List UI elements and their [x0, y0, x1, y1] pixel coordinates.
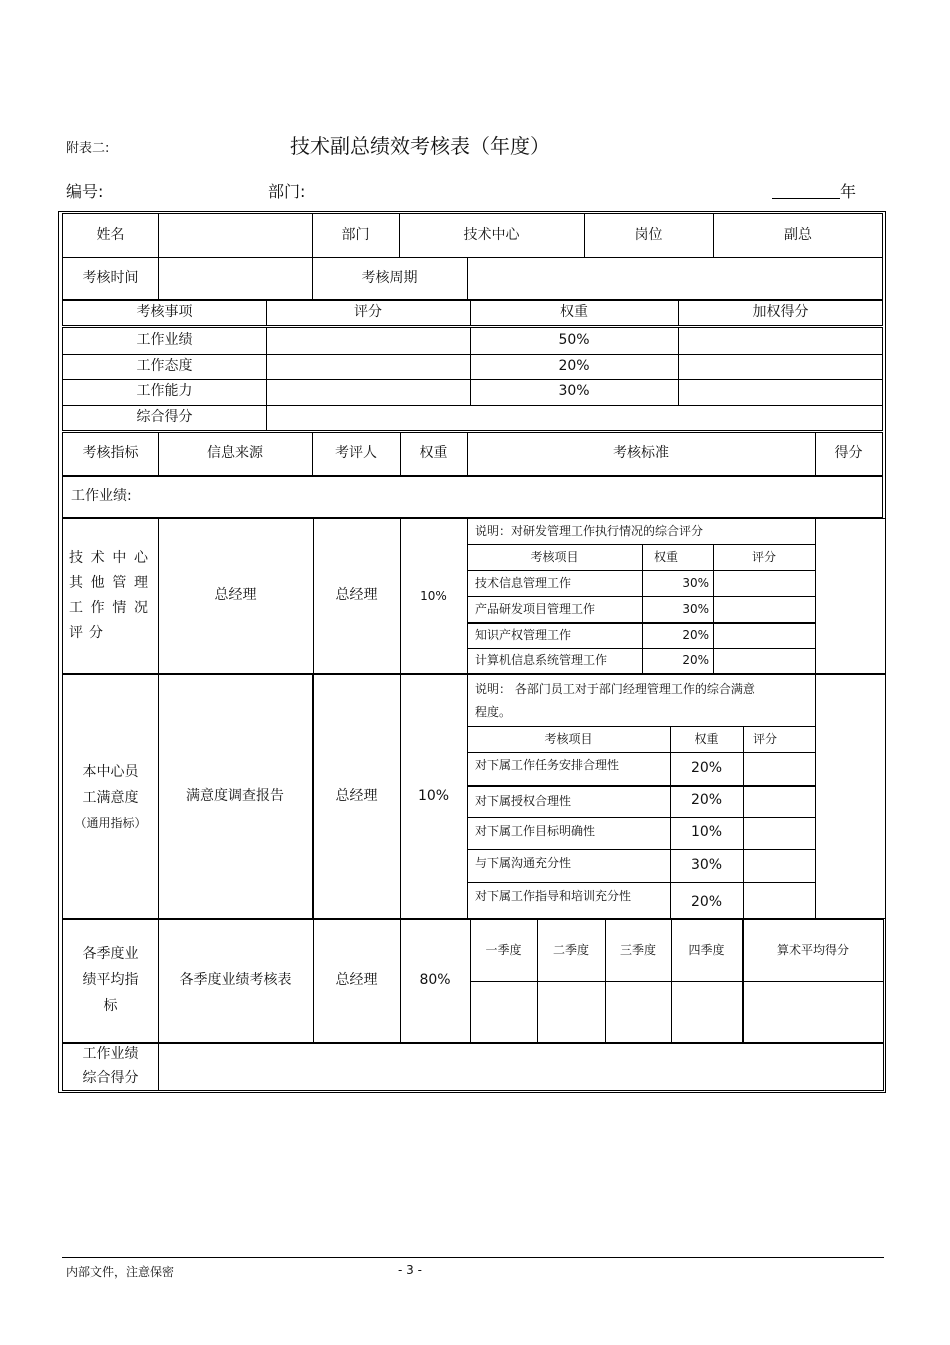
summary-header-item: 考核事项 [136, 304, 193, 321]
final-label-line: 工作业绩 [82, 1046, 139, 1063]
tech-item-score[interactable] [713, 596, 815, 622]
satisfaction-item-name: 与下属沟通充分性 [475, 856, 572, 870]
satisfaction-item-weight: 10% [690, 824, 723, 841]
quarter-score-q1[interactable] [470, 981, 537, 1042]
satisfaction-item-score[interactable] [743, 849, 815, 882]
satisfaction-note-line: 程度。 [475, 704, 512, 719]
summary-row-weight: 50% [558, 332, 590, 349]
tech-item-weight: 20% [682, 627, 709, 642]
satisfaction-item-name: 对下属工作任务安排合理性 [475, 758, 620, 772]
tech-final-score[interactable] [815, 519, 885, 673]
quarterly-source: 各季度业绩考核表 [179, 972, 292, 989]
quarterly-evaluator: 总经理 [335, 972, 378, 989]
footer-confidential: 内部文件，注意保密 [66, 1265, 175, 1279]
tech-sub-header-weight: 权重 [654, 549, 679, 564]
summary-row-weighted[interactable] [678, 354, 883, 379]
satisfaction-item-score[interactable] [743, 752, 815, 785]
satisfaction-item-name: 对下属授权合理性 [475, 793, 572, 808]
summary-rows [62, 327, 883, 431]
quarterly-indicator-line: 标 [103, 997, 118, 1014]
year-blank-line [772, 198, 840, 199]
page-title: 技术副总绩效考核表（年度） [290, 134, 550, 158]
period-field[interactable] [467, 257, 883, 300]
summary-row-score[interactable] [266, 354, 470, 379]
satisfaction-item-weight: 20% [690, 759, 723, 776]
satisfaction-item-score[interactable] [743, 785, 815, 817]
tech-item-weight: 30% [682, 601, 709, 616]
quarter-label-q4: 四季度 [688, 943, 725, 958]
satisfaction-item-weight: 20% [690, 894, 723, 911]
year-label: 年 [840, 182, 857, 201]
footer-divider [62, 1257, 884, 1258]
summary-row-weight: 30% [558, 383, 590, 400]
summary-row-score[interactable] [266, 328, 470, 354]
satisfaction-note [467, 675, 815, 726]
satisfaction-sub-header-item: 考核项目 [544, 731, 593, 746]
detail-header-source: 信息来源 [207, 445, 263, 462]
satisfaction-note-line: 说明： 各部门员工对于部门经理管理工作的综合满意 [475, 681, 755, 696]
annex-label: 附表二: [66, 141, 110, 156]
final-label [63, 1044, 158, 1090]
summary-row-score[interactable] [266, 379, 470, 405]
detail-header-indicator: 考核指标 [82, 445, 139, 462]
dept-value: 技术中心 [463, 226, 520, 243]
tech-evaluator: 总经理 [335, 587, 378, 604]
quarter-label-q3: 三季度 [619, 943, 656, 958]
name-label: 姓名 [96, 226, 125, 243]
satisfaction-indicator-line: 工满意度 [82, 790, 139, 807]
tech-item-score[interactable] [713, 570, 815, 596]
period-label: 考核周期 [361, 269, 418, 286]
satisfaction-indicator-line: 本中心员 [82, 763, 139, 780]
summary-total-label: 综合得分 [136, 408, 193, 425]
tech-item-name: 计算机信息系统管理工作 [475, 653, 608, 668]
satisfaction-item-name: 对下属工作目标明确性 [475, 824, 596, 838]
position-value: 副总 [784, 226, 812, 243]
quarter-average-label: 算术平均得分 [776, 943, 849, 958]
detail-header-evaluator: 考评人 [335, 445, 377, 462]
summary-header-score: 评分 [354, 304, 382, 321]
position-label: 岗位 [634, 226, 663, 243]
tech-weight: 10% [420, 588, 447, 603]
summary-row-item: 工作业绩 [136, 332, 193, 349]
quarter-score-q3[interactable] [605, 981, 671, 1042]
summary-total-field[interactable] [266, 405, 883, 430]
satisfaction-indicator [63, 675, 158, 918]
final-section [62, 1043, 884, 1091]
summary-header-weight: 权重 [560, 304, 588, 321]
final-score-field[interactable] [158, 1044, 883, 1090]
satisfaction-item-name: 对下属工作指导和培训充分性 [475, 889, 632, 903]
time-label: 考核时间 [82, 269, 139, 286]
satisfaction-source: 满意度调查报告 [186, 787, 284, 804]
quarter-average-score[interactable] [743, 981, 883, 1042]
tech-indicator: 技术中心其他管理工作情况评分 [69, 549, 154, 642]
quarterly-indicator [63, 920, 158, 1042]
tech-item-weight: 20% [682, 653, 709, 668]
quarter-score-q2[interactable] [537, 981, 605, 1042]
satisfaction-item-score[interactable] [743, 817, 815, 849]
number-label: 编号: [66, 182, 104, 201]
detail-header-standard: 考核标准 [613, 445, 669, 462]
final-label-line: 综合得分 [82, 1070, 139, 1086]
tech-item-name: 技术信息管理工作 [475, 575, 572, 590]
summary-row-weight: 20% [558, 357, 590, 374]
quarter-label-q1: 一季度 [485, 943, 522, 958]
tech-sub-header-item: 考核项目 [530, 549, 579, 564]
summary-header-weighted: 加权得分 [752, 304, 809, 321]
summary-row-weighted[interactable] [678, 328, 883, 354]
quarterly-weight: 80% [419, 972, 451, 989]
time-field[interactable] [158, 257, 312, 300]
dept-label: 部门 [341, 226, 370, 243]
footer-page-number: - 3 - [398, 1263, 422, 1277]
detail-header-score: 得分 [834, 445, 863, 462]
tech-item-score[interactable] [713, 622, 815, 648]
summary-row-weighted[interactable] [678, 379, 883, 405]
work-perf-label: 工作业绩: [71, 488, 132, 505]
department-label: 部门: [268, 182, 306, 201]
tech-item-name: 知识产权管理工作 [475, 627, 572, 642]
quarter-score-q4[interactable] [671, 981, 742, 1042]
tech-mgmt-section [62, 518, 886, 674]
quarterly-section [62, 919, 884, 1043]
satisfaction-item-weight: 20% [690, 792, 723, 809]
name-field[interactable] [158, 214, 312, 257]
satisfaction-item-weight: 30% [690, 856, 723, 873]
tech-item-name: 产品研发项目管理工作 [475, 601, 596, 616]
satisfaction-sub-header-weight: 权重 [694, 731, 719, 746]
tech-note: 说明：对研发管理工作执行情况的综合评分 [475, 524, 704, 539]
satisfaction-weight: 10% [417, 787, 450, 804]
summary-row-item: 工作态度 [136, 357, 193, 374]
satisfaction-final-score[interactable] [815, 675, 885, 918]
satisfaction-section [62, 674, 886, 919]
detail-header-weight: 权重 [419, 445, 448, 462]
satisfaction-evaluator: 总经理 [335, 787, 378, 804]
quarterly-indicator-line: 绩平均指 [82, 972, 139, 989]
detail-header [62, 432, 883, 476]
tech-source: 总经理 [214, 587, 257, 604]
summary-header [62, 300, 883, 326]
tech-sub-header-score: 评分 [751, 549, 776, 564]
summary-row-item: 工作能力 [136, 383, 193, 400]
quarterly-indicator-line: 各季度业 [82, 946, 139, 963]
work-perf-row [62, 476, 883, 518]
satisfaction-sub-header-score: 评分 [753, 731, 778, 746]
quarter-label-q2: 二季度 [552, 943, 589, 958]
info-section [62, 213, 883, 300]
tech-item-weight: 30% [682, 575, 709, 590]
tech-item-score[interactable] [713, 648, 815, 673]
satisfaction-indicator-note: （通用指标） [74, 815, 147, 830]
satisfaction-item-score[interactable] [743, 882, 815, 918]
